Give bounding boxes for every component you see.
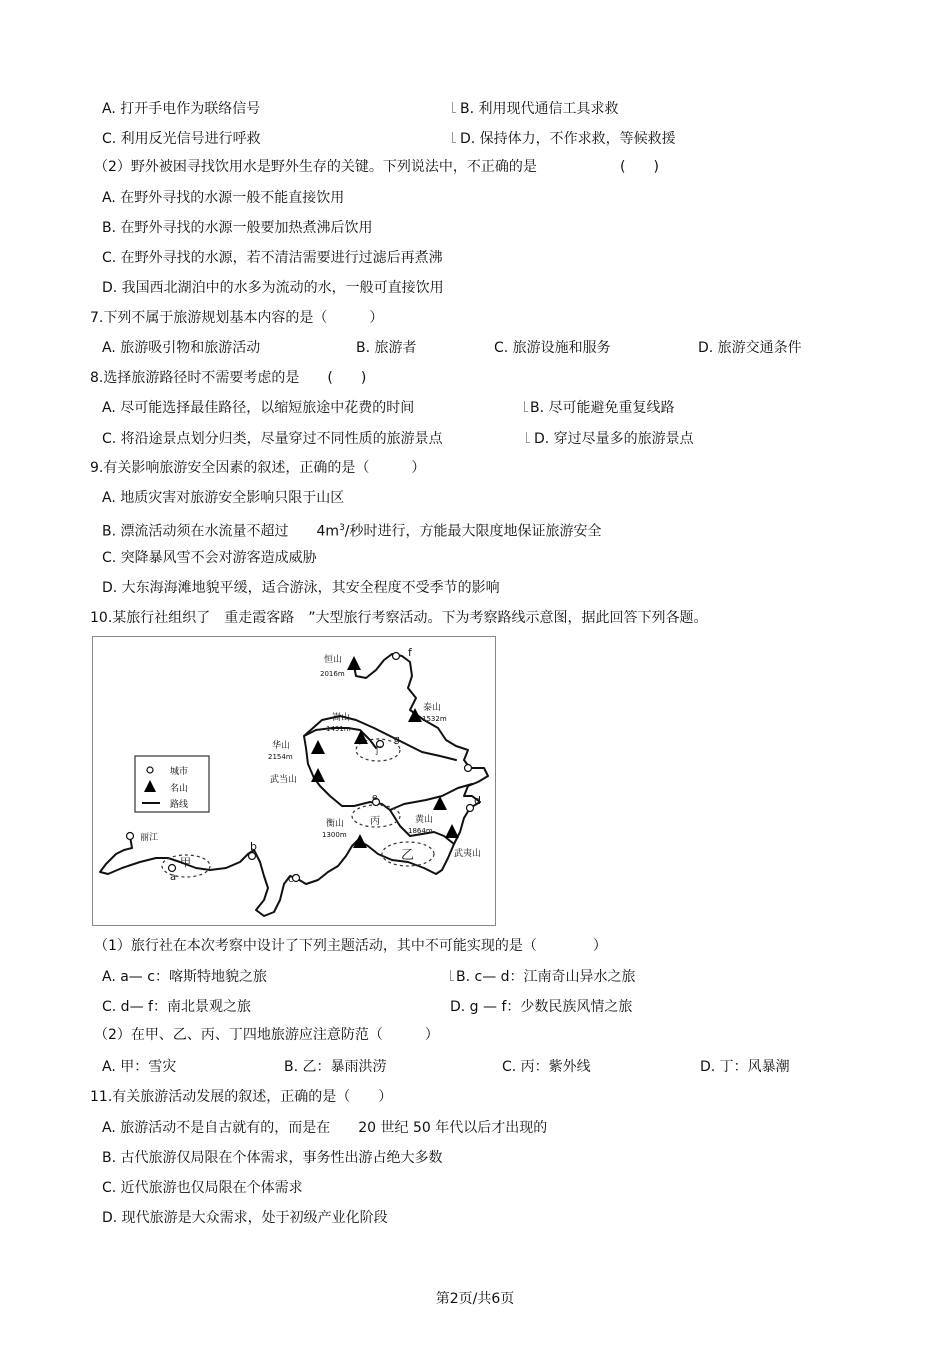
q9-option-b bbox=[102, 519, 602, 541]
label-songshan-height: 1491m bbox=[326, 725, 351, 733]
q11-option-c: C. 近代旅游也仅局限在个体需求 bbox=[102, 1180, 303, 1196]
label-bing: 丙 bbox=[370, 816, 380, 827]
q10-sub1-stem: （1）旅行社在本次考察中设计了下列主题活动，其中不可能实现的是（ ） bbox=[94, 938, 607, 954]
q9-stem: 9.有关影响旅游安全因素的叙述，正确的是（ ） bbox=[90, 460, 426, 476]
label-point-c: c bbox=[288, 874, 294, 885]
q10-sub2-option-b: B. 乙：暴雨洪涝 bbox=[284, 1059, 387, 1075]
q7-option-b: B. 旅游者 bbox=[356, 340, 417, 356]
q9-option-b-pre: B. 漂流活动须在水流量不超过 4m bbox=[102, 523, 340, 540]
label-huangshan-height: 1864m bbox=[408, 827, 433, 835]
legend-route-label: 路线 bbox=[170, 800, 189, 810]
label-point-g: g bbox=[394, 735, 400, 745]
q7-stem: 7.下列不属于旅游规划基本内容的是（ ） bbox=[90, 310, 384, 326]
label-wudangshan: 武当山 bbox=[270, 775, 298, 785]
q6-sub2-option-c: C. 在野外寻找的水源，若不清洁需要进行过滤后再煮沸 bbox=[102, 250, 443, 266]
label-songshan: 嵩山 bbox=[332, 713, 351, 723]
city-a-marker bbox=[169, 865, 176, 872]
city-f-marker bbox=[393, 653, 400, 660]
city-lijiang-marker bbox=[127, 833, 134, 840]
column-marker bbox=[524, 401, 528, 412]
label-huashan: 华山 bbox=[272, 741, 291, 751]
label-point-f: f bbox=[408, 646, 412, 659]
q8-option-a: A. 尽可能选择最佳路径，以缩短旅途中花费的时间 bbox=[102, 400, 415, 416]
label-yi: 乙 bbox=[401, 848, 415, 863]
q9-option-a: A. 地质灾害对旅游安全影响只限于山区 bbox=[102, 490, 345, 506]
label-jia: 甲 bbox=[180, 856, 191, 869]
column-marker bbox=[452, 132, 456, 143]
legend-city-label: 城市 bbox=[170, 767, 189, 777]
q10-sub2-option-d: D. 丁：风暴潮 bbox=[700, 1059, 790, 1075]
q8-stem: 8.选择旅游路径时不需要考虑的是 ( ) bbox=[90, 370, 367, 386]
q10-sub2-stem: （2）在甲、乙、丙、丁四地旅游应注意防范（ ） bbox=[94, 1027, 439, 1043]
q6-option-b: B. 利用现代通信工具求救 bbox=[460, 101, 619, 117]
label-point-b: b bbox=[250, 840, 257, 853]
label-taishan: 泰山 bbox=[423, 703, 442, 713]
label-hengshan-north-height: 2016m bbox=[320, 670, 345, 678]
q6-option-c: C. 利用反光信号进行呼救 bbox=[102, 131, 261, 147]
q10-sub1-option-c: C. d— f：南北景观之旅 bbox=[102, 999, 251, 1015]
q9-option-d: D. 大东海海滩地貌平缓，适合游泳，其安全程度不受季节的影响 bbox=[102, 580, 500, 596]
label-huashan-height: 2154m bbox=[268, 753, 293, 761]
city-c-marker bbox=[293, 875, 300, 882]
label-hengshan-south: 衡山 bbox=[326, 819, 345, 829]
q11-option-d: D. 现代旅游是大众需求，处于初级产业化阶段 bbox=[102, 1210, 388, 1226]
q6-sub2-stem: （2）野外被困寻找饮用水是野外生存的关键。下列说法中，不正确的是 bbox=[94, 159, 537, 175]
q10-stem: 10.某旅行社组织了 重走霞客路 ”大型旅行考察活动。下为考察路线示意图，据此回答下列各题。 bbox=[90, 610, 708, 626]
label-wuyishan: 武夷山 bbox=[454, 849, 482, 859]
q9-option-c: C. 突降暴风雪不会对游客造成威胁 bbox=[102, 550, 317, 566]
column-marker bbox=[450, 970, 454, 981]
label-ding: 丁 bbox=[372, 746, 382, 757]
q6-sub2-option-d: D. 我国西北湖泊中的水多为流动的水，一般可直接饮用 bbox=[102, 280, 444, 296]
q9-option-b-post: /秒时进行，方能最大限度地保证旅游安全 bbox=[344, 523, 602, 540]
q11-option-b: B. 古代旅游仅局限在个体需求，事务性出游占绝大多数 bbox=[102, 1150, 443, 1166]
q6-option-a: A. 打开手电作为联络信号 bbox=[102, 101, 261, 117]
label-point-e: e bbox=[372, 793, 378, 803]
q10-sub1-option-d: D. g — f：少数民族风情之旅 bbox=[450, 999, 633, 1015]
label-huangshan: 黄山 bbox=[415, 815, 434, 825]
label-lijiang: 丽江 bbox=[140, 833, 159, 843]
label-taishan-height: 1532m bbox=[422, 715, 447, 723]
q8-option-b: B. 尽可能避免重复线路 bbox=[530, 400, 675, 416]
city-d-marker bbox=[467, 805, 474, 812]
label-hengshan-south-height: 1300m bbox=[322, 831, 347, 839]
q10-sub2-option-a: A. 甲：雪灾 bbox=[102, 1059, 177, 1075]
map-legend bbox=[135, 756, 209, 812]
q8-option-c: C. 将沿途景点划分归类，尽量穿过不同性质的旅游景点 bbox=[102, 431, 443, 447]
legend-city-icon bbox=[147, 767, 153, 773]
column-marker bbox=[452, 102, 456, 113]
column-marker bbox=[526, 432, 530, 443]
q10-sub1-option-a: A. a— c：喀斯特地貌之旅 bbox=[102, 969, 267, 985]
route-map bbox=[92, 636, 496, 926]
q7-option-d: D. 旅游交通条件 bbox=[698, 340, 802, 356]
q11-stem: 11.有关旅游活动发展的叙述，正确的是（ ） bbox=[90, 1089, 393, 1105]
q6-sub2-paren: ( ) bbox=[620, 159, 659, 175]
q11-option-a: A. 旅游活动不是自古就有的，而是在 20 世纪 50 年代以后才出现的 bbox=[102, 1120, 548, 1136]
q9-option-b-sup: 3 bbox=[339, 523, 345, 533]
q10-sub2-option-c: C. 丙：紫外线 bbox=[502, 1059, 591, 1075]
q6-sub2-option-a: A. 在野外寻找的水源一般不能直接饮用 bbox=[102, 190, 345, 206]
city-b-marker bbox=[249, 853, 256, 860]
q6-sub2-option-b: B. 在野外寻找的水源一般要加热煮沸后饮用 bbox=[102, 220, 373, 236]
q8-option-d: D. 穿过尽量多的旅游景点 bbox=[534, 431, 694, 447]
page-footer: 第2页/共6页 bbox=[435, 1291, 515, 1307]
q10-sub1-option-b: B. c— d：江南奇山异水之旅 bbox=[456, 969, 636, 985]
label-hengshan-north: 恒山 bbox=[324, 655, 343, 665]
legend-mountain-label: 名山 bbox=[170, 784, 189, 794]
q6-option-d: D. 保持体力，不作求救，等候救援 bbox=[460, 131, 676, 147]
label-point-a: a bbox=[170, 872, 177, 883]
q7-option-a: A. 旅游吸引物和旅游活动 bbox=[102, 340, 261, 356]
q7-option-c: C. 旅游设施和服务 bbox=[494, 340, 611, 356]
label-point-d: d bbox=[474, 794, 481, 807]
city-marker bbox=[465, 765, 472, 772]
